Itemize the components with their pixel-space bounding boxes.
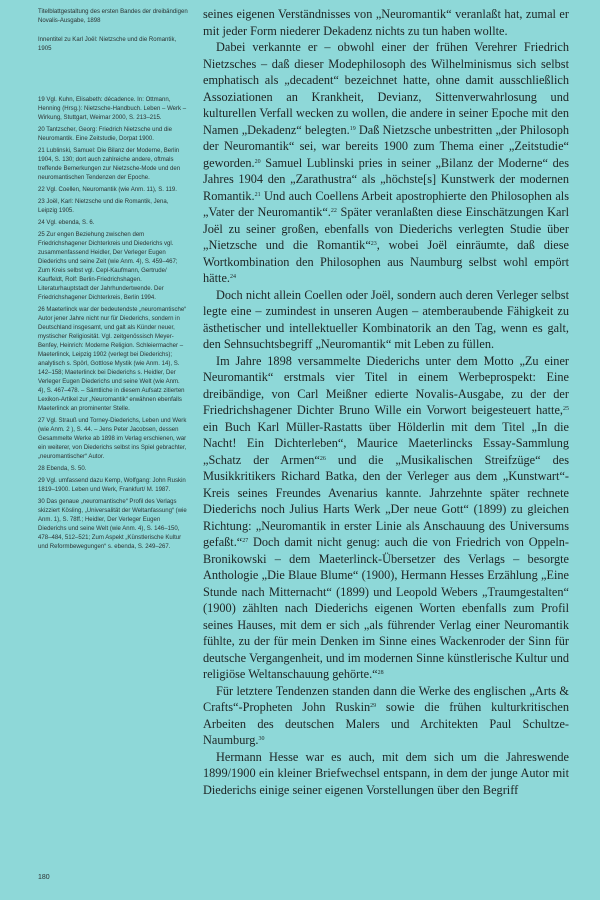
footnote: 29 Vgl. umfassend dazu Kemp, Wolfgang: John Ruskin 1819–1900. Leben und Werk, Frankfurt/ M. 1987. — [38, 478, 186, 493]
text: , wobei Joël einräumte, daß diese Wortkombination den Philosophen aus Naumburg selbst wohl empört hätte. — [203, 238, 569, 285]
text: Hermann Hesse war es auch, mit dem sich um die Jahreswende 1899/1900 ein kleiner Briefwechsel entspann, in dem der junge Autor mit Diederichs einige seiner eigenen Vorstellungen über den Begriff — [203, 749, 569, 797]
text: Doch damit nicht genug: auch die von Friedrich von Oppeln-Bronikowski – dem Maeterlinck-Übersetzer des Verlags – besorgte Anthologie „Die Blaue Blume“ (1900), Hermann Hesses Erzählung „Eine Stunde nach Mitternacht“ (1899) und Leopold Webers „Traumgestalten“ (1900) zählten nach Diederichs eigenen Worten ebenfalls zum Profil seines Hauses, mit dem er sich „als führender Verlag einer Neuromantik fühlte, zu der für mein Denken im Sinne eines Wackenroder der Sinn für deutsche Vergangenheit, und im modernen Sinne künstlerische Kultur und religiöse Weltanschauung gehörte.“ — [203, 535, 569, 681]
footnote: 26 Maeterlinck war der bedeutendste „neuromantische“ Autor jener Jahre nicht nur für Diederichs, sondern in Deutschland insgesamt, und galt als Künder neuer, mystischer Religiosität. Vgl. zeitgenössisch Meyer-Benfey, Heinrich: Moderne Religion. Schleiermacher – Maeterlinck, Leipzig 1902 (verlegt bei Diederichs); analytisch s. Spörl, Gottlose Mystik (wie Anm. 14), S. 142–158; Maeterlinck bei Diederichs s. Heidler, Der Verleger Eugen Diederichs und seine Welt (wie Anm. 4), S. 467–478. – Sämtliche in diesem Aufsatz zitierten Lexikon-Artikel zur „Neuromantik“ erwähnen ebenfalls Maeterlinck an prominenter Stelle. — [38, 307, 187, 412]
footnote-ref: 30 — [258, 736, 265, 742]
paragraph — [203, 749, 569, 799]
footnote-ref: 24 — [229, 274, 236, 280]
page-number: 180 — [38, 874, 50, 881]
footnote: 27 Vgl. Strauß und Torney-Diederichs, Leben und Werk (wie Anm. 2 ), S. 44. – Jens Peter Jacobsen, dessen Gesammelte Werke ab 1898 im Verlag erschienen, war ein weiterer, von Diederichs selbst ins Spiel gebrachter, „neuromantischer“ Autor. — [38, 418, 187, 460]
footnote-ref: 22 — [330, 208, 337, 214]
text: Und auch Coellens Arbeit apostrophierte den Philosophen als „Vater der Neuromantik“. — [203, 188, 569, 219]
text: Samuel Lublinski pries in seiner „Bilanz der Moderne“ des Jahres 1904 den „Zarathustra“ als „höchste[s] Kunstwerk der modernen Romantik. — [203, 155, 569, 203]
paragraph — [203, 6, 569, 39]
footnote: 19 Vgl. Kuhn, Elisabeth: décadence. In: Ottmann, Henning (Hrsg.): Nietzsche-Handbuch. Leben – Werk – Wirkung, Stuttgart, Weimar 2000, S. 213–215. — [38, 97, 187, 121]
paragraph — [203, 39, 569, 287]
text: Im Jahre 1898 versammelte Diederichs unter dem Motto „Zu einer Neuromantik“ erstmals vier Titel in einem Werbeprospekt: Eine dreibändige, von Carl Meißner edierte Novalis-Ausgabe, zu der der Friedrichshagener Dichter Bruno Wille ein Vorwort beigesteuert hatte, — [203, 353, 569, 417]
footnote-ref: 20 — [254, 158, 261, 165]
text: Doch nicht allein Coellen oder Joël, sondern auch deren Verleger selbst legte eine – zumindest in unseren Augen – atemberaubende Fähigkeit zu ästhetischer und intellektueller Kombinatorik an den Tag, wenn es galt, den Sehnsuchtsbegriff „Neuromantik“ mit Leben zu füllen. — [203, 287, 569, 351]
sidebar — [38, 8, 188, 555]
footnote-ref: 28 — [377, 670, 384, 676]
paragraph — [203, 683, 569, 749]
footnote: 22 Vgl. Coellen, Neuromantik (wie Anm. 11), S. 119. — [38, 187, 177, 193]
text: seines eigenen Verständnisses von „Neuromantik“ veranlaßt hat, zumal er mit jeder Form niederer Dekadenz nichts zu tun haben wollte. — [203, 7, 569, 38]
paragraph — [203, 287, 569, 353]
footnote-ref: 26 — [319, 455, 326, 462]
body-text — [203, 6, 569, 798]
footnote: 21 Lublinski, Samuel: Die Bilanz der Moderne, Berlin 1904, S. 130; dort auch zahlreiche andere, oftmals treffende Bemerkungen zur Nietzsche-Mode und den neuromantischen Tendenzen der Epoche. — [38, 148, 181, 181]
text: Dabei verkannte er – obwohl einer der frühen Verehrer Friedrich Nietzsches – daß dieser Modephilosoph des Wilhelminismus sich selbst emphatisch als „decadent“ bezeichnet hatte, ohne damit ausschließlich Assoziationen an Krankheit, Devianz, Sittenverwahrlosung und kulturellen Verfall wecken zu wollen, die andere in seiner Epoche mit den Namen „Dekadenz“ belegten. — [203, 40, 569, 137]
text: Daß Nietzsche unbestritten „der Philosoph der Neuromantik“ sei, war bereits 1900 zum Thema einer „Zeitstudie“ geworden. — [203, 122, 569, 170]
footnotes — [38, 96, 188, 552]
paragraph — [203, 353, 569, 683]
footnote: 24 Vgl. ebenda, S. 6. — [38, 220, 95, 226]
text: Später veranlaßten diese Einschätzungen Karl Joël zu seiner großen, ebenfalls von Diederichs verlegten Studie über „Nietzsche und die Romantik“ — [203, 205, 569, 252]
footnote-ref: 27 — [242, 538, 249, 544]
footnote-ref: 23 — [370, 241, 377, 247]
footnote: 20 Tantzscher, Georg: Friedrich Nietzsche und die Neuromantik. Eine Zeitstudie, Dorpat 1900. — [38, 127, 172, 142]
image-caption: Titelblattgestaltung des ersten Bandes der dreibändigen Novalis-Ausgabe, 1898 — [38, 9, 188, 24]
footnote: 30 Das genaue „neuromantische“ Profil des Verlags skizziert Kösling, „Universalität der Weltanfassung“ (wie Anm. 1), S. 78ff.; Heidler, Der Verleger Eugen Diederichs und seine Welt (wie Anm. 4), S. 146–150, 478–484, 512–521; Zum Aspekt „Künstlerische Kultur und Reformbewegungen“ s. ebenda, S. 249–267. — [38, 499, 187, 550]
text: sowie die frühen kulturkritischen Arbeiten des deutschen Malers und Architekten Paul Schultze-Naumburg. — [203, 700, 569, 747]
footnote-ref: 21 — [254, 191, 261, 198]
image-caption: Innentitel zu Karl Joël: Nietzsche und die Romantik, 1905 — [38, 37, 177, 52]
footnote-ref: 29 — [370, 703, 377, 709]
text: ein Buch Karl Müller-Rastatts über Hölderlin mit dem Titel „In die Nacht! Ein Dichterleben“, Maurice Maeterlincks Essay-Sammlung „Schatz der Armen“ — [203, 419, 569, 467]
footnote: 25 Zur engen Beziehung zwischen dem Friedrichshagener Dichterkreis und Diederichs vgl. zusammenfassend Heidler, Der Verleger Eugen Diederichs und seine Zeit (wie Anm. 4), S. 459–467; Zum Kreis selbst vgl. Cepl-Kaufmann, Gertrude/ Kauffeldt, Rolf: Berlin-Friedrichshagen. Literaturhauptstadt der Jahrhundertwende. Der Friedrichshagener Dichterkreis, Berlin 1994. — [38, 232, 178, 301]
text: und die „Musikalischen Streifzüge“ des Musikkritikers Richard Batka, den der Verleger aus dem „Kunstwart“-Kreis seines Freundes Avenarius kannte. Jahrzehnte später rechnete Diederichs noch Julius Harts Werk „Der neue Gott“ (1899) zu gleichen Richtung: „Neuromantik in erster Linie als Anschauung des Universums gefaßt.“ — [203, 452, 570, 549]
footnote: 23 Joël, Karl: Nietzsche und die Romantik, Jena, Leipzig 1905. — [38, 199, 169, 214]
footnote-ref: 19 — [349, 125, 356, 132]
footnote: 28 Ebenda, S. 50. — [38, 466, 87, 472]
text: Für letztere Tendenzen standen dann die Werke des englischen „Arts & Crafts“-Propheten John Ruskin — [203, 683, 569, 714]
footnote-ref: 25 — [563, 406, 569, 412]
